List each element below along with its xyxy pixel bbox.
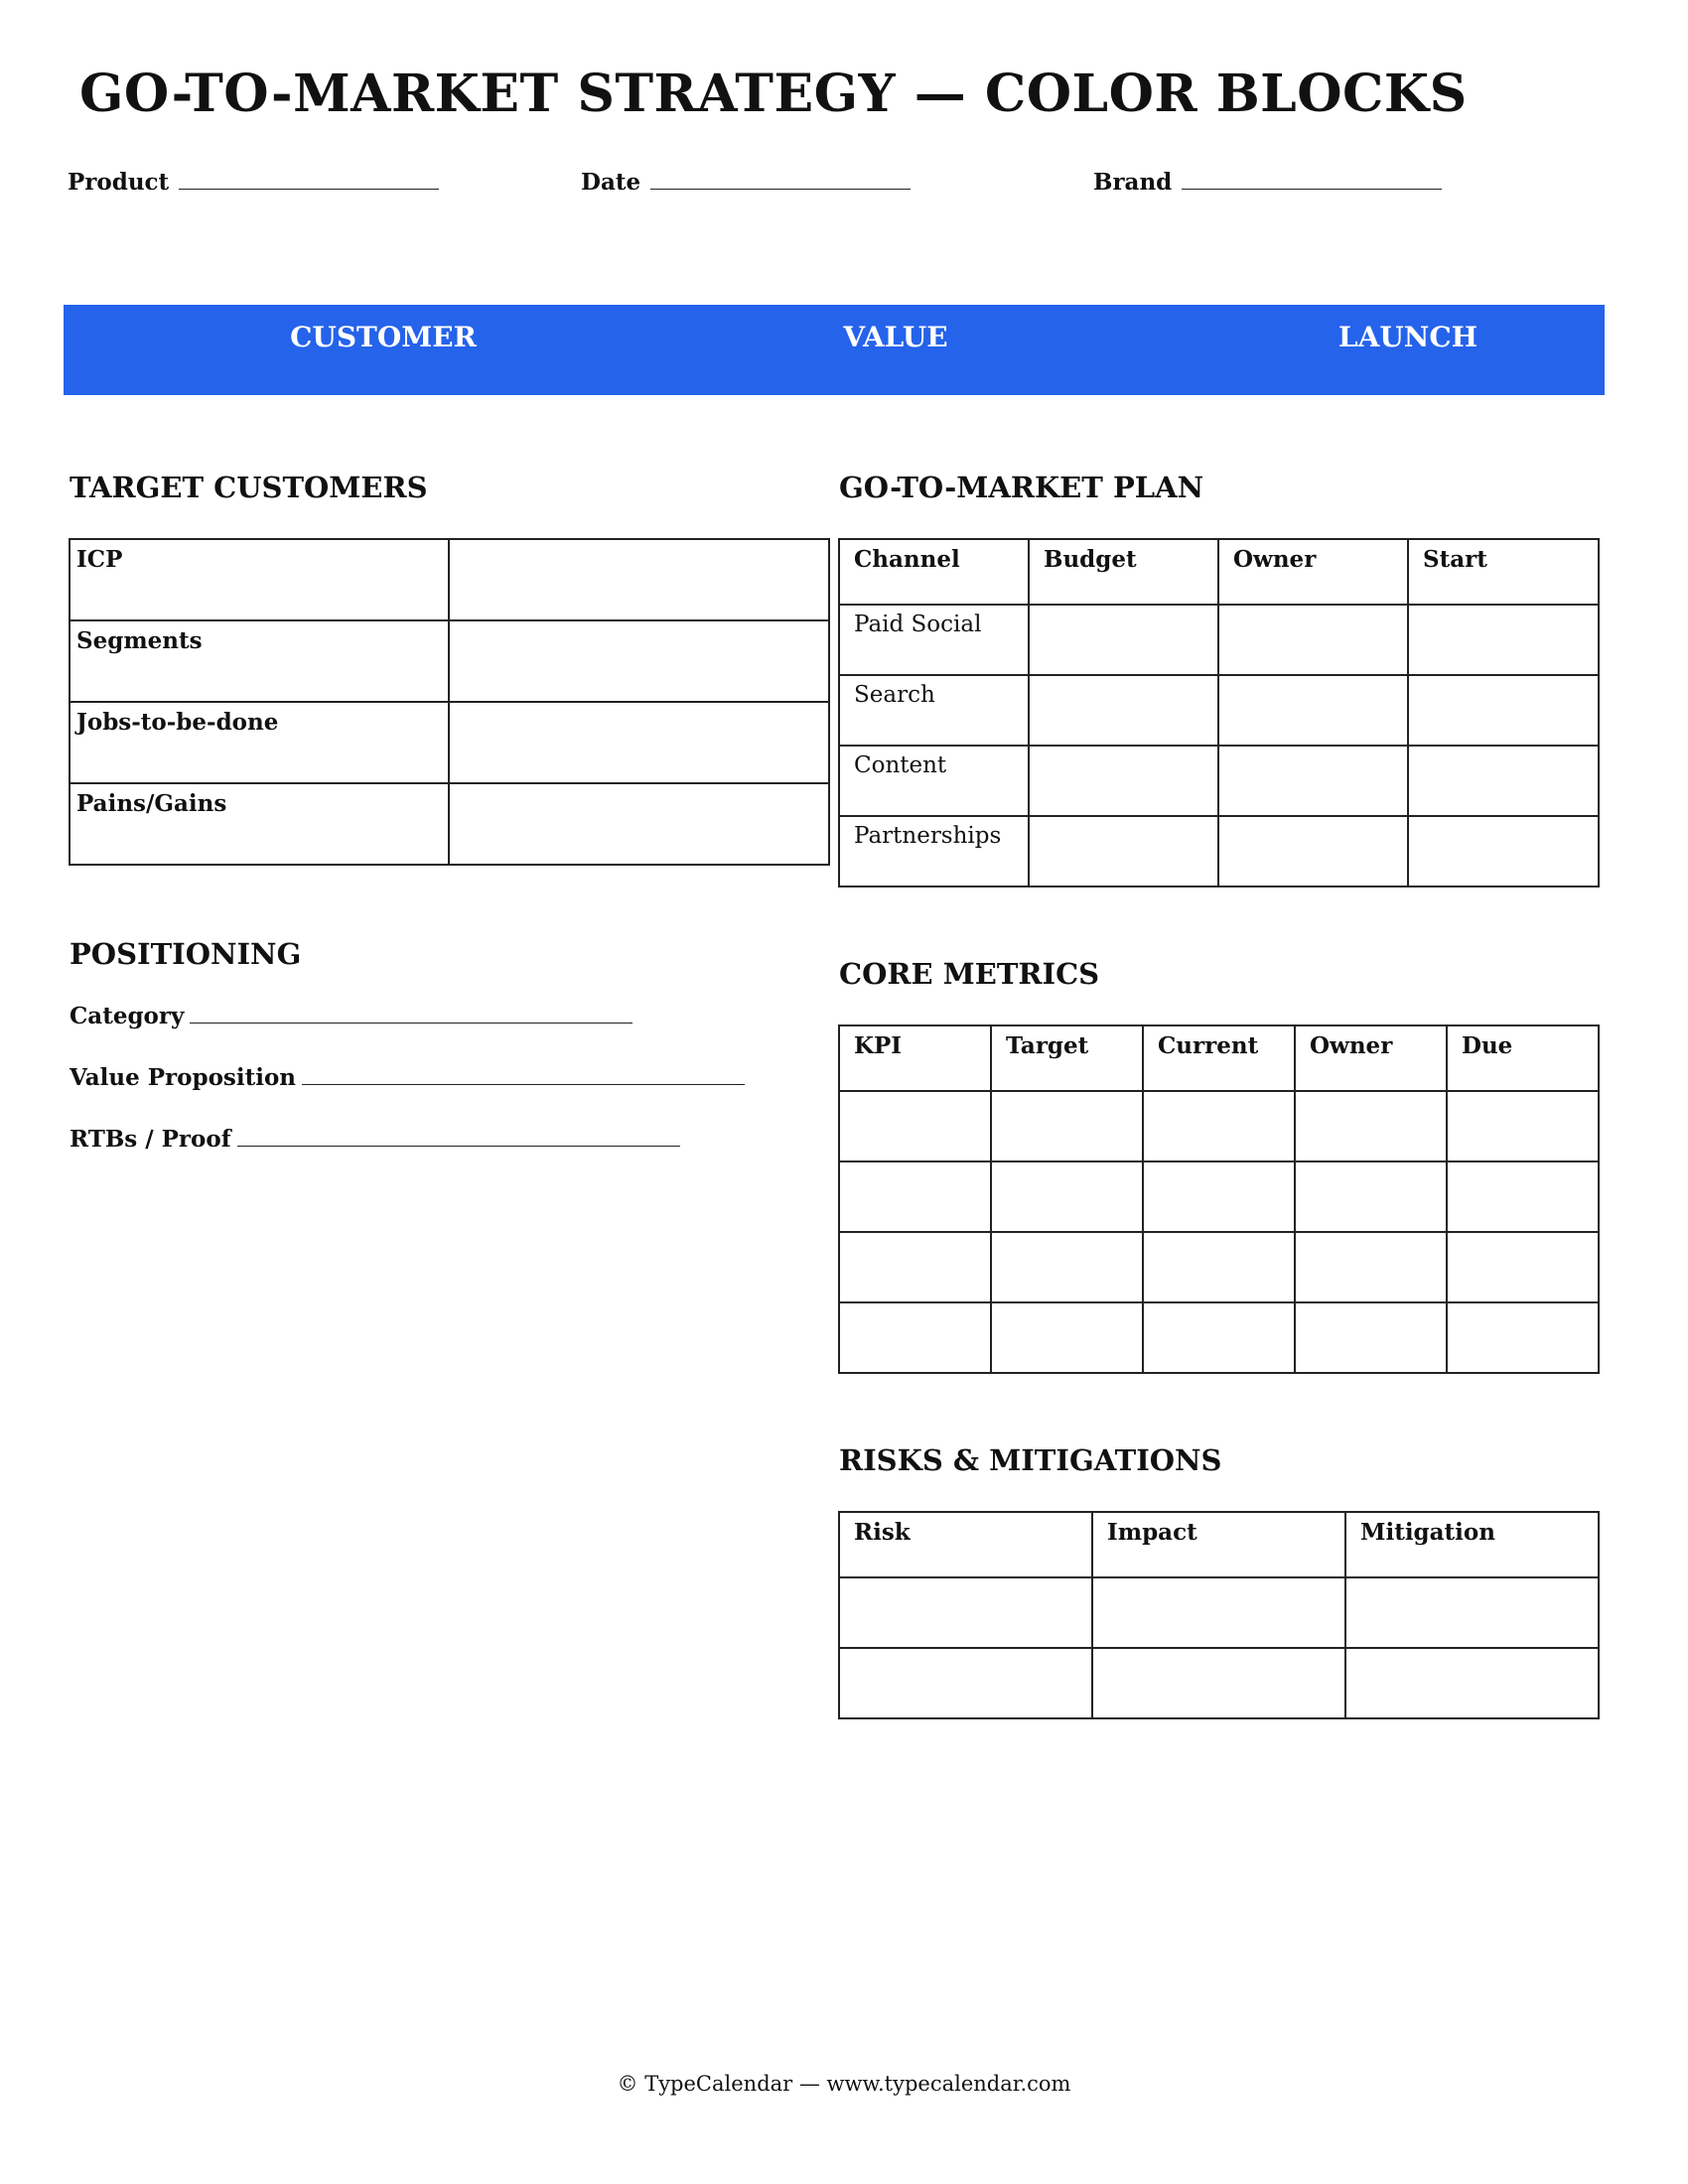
owner-cell[interactable] (1218, 816, 1408, 887)
positioning-title: POSITIONING (70, 937, 302, 971)
table-cell[interactable] (991, 1232, 1143, 1302)
table-row (839, 816, 1599, 887)
table-cell[interactable] (1092, 1648, 1345, 1718)
channel-cell: Content (839, 746, 1029, 816)
start-cell[interactable] (1408, 746, 1599, 816)
product-input-line[interactable] (179, 171, 439, 190)
gtm-plan-table (838, 538, 1600, 887)
column-header-current: Current (1143, 1025, 1295, 1091)
table-row (839, 1648, 1599, 1718)
table-cell[interactable] (1143, 1302, 1295, 1373)
budget-cell[interactable] (1029, 816, 1218, 887)
target-customers-table (69, 538, 830, 866)
column-header-channel: Channel (839, 539, 1029, 605)
rtbs-proof-label: RTBs / Proof (70, 1126, 231, 1153)
column-header-owner: Owner (1218, 539, 1408, 605)
brand-label: Brand (1093, 169, 1173, 196)
owner-cell[interactable] (1218, 746, 1408, 816)
column-header-start: Start (1408, 539, 1599, 605)
footer-credit: © TypeCalendar — www.typecalendar.com (617, 2072, 1071, 2096)
table-row (70, 783, 829, 865)
owner-cell[interactable] (1218, 675, 1408, 746)
table-row (70, 620, 829, 702)
meta-fields (0, 169, 1688, 208)
column-header-risk: Risk (839, 1512, 1092, 1577)
segments-label: Segments (70, 620, 449, 702)
start-cell[interactable] (1408, 816, 1599, 887)
icp-cell[interactable] (449, 539, 829, 620)
color-block-band (64, 305, 1605, 395)
table-cell[interactable] (1295, 1232, 1447, 1302)
table-header-row (839, 1025, 1599, 1091)
table-row (839, 1091, 1599, 1161)
budget-cell[interactable] (1029, 675, 1218, 746)
date-label: Date (581, 169, 641, 196)
date-field[interactable] (581, 169, 911, 196)
band-label-launch: LAUNCH (1337, 321, 1478, 353)
page-title: GO-TO-MARKET STRATEGY — COLOR BLOCKS (79, 64, 1468, 124)
table-header-row (839, 1512, 1599, 1577)
date-input-line[interactable] (650, 171, 911, 190)
risks-table (838, 1511, 1600, 1719)
table-row (70, 702, 829, 783)
channel-cell: Paid Social (839, 605, 1029, 675)
table-cell[interactable] (1447, 1161, 1599, 1232)
table-cell[interactable] (1295, 1091, 1447, 1161)
column-header-owner: Owner (1295, 1025, 1447, 1091)
table-cell[interactable] (1295, 1161, 1447, 1232)
table-cell[interactable] (1345, 1648, 1599, 1718)
table-cell[interactable] (991, 1091, 1143, 1161)
table-cell[interactable] (839, 1232, 991, 1302)
table-row (839, 1232, 1599, 1302)
category-field[interactable] (70, 1003, 633, 1029)
start-cell[interactable] (1408, 675, 1599, 746)
table-cell[interactable] (839, 1302, 991, 1373)
table-row (839, 675, 1599, 746)
core-metrics-title: CORE METRICS (839, 957, 1100, 991)
start-cell[interactable] (1408, 605, 1599, 675)
table-cell[interactable] (1295, 1302, 1447, 1373)
budget-cell[interactable] (1029, 746, 1218, 816)
table-cell[interactable] (839, 1577, 1092, 1648)
segments-cell[interactable] (449, 620, 829, 702)
table-cell[interactable] (1447, 1091, 1599, 1161)
target-customers-title: TARGET CUSTOMERS (70, 471, 428, 504)
column-header-kpi: KPI (839, 1025, 991, 1091)
table-row (839, 1577, 1599, 1648)
jobs-label: Jobs-to-be-done (70, 702, 449, 783)
column-header-budget: Budget (1029, 539, 1218, 605)
pains-gains-cell[interactable] (449, 783, 829, 865)
table-cell[interactable] (1447, 1232, 1599, 1302)
value-proposition-input-line[interactable] (302, 1066, 745, 1085)
column-header-due: Due (1447, 1025, 1599, 1091)
table-row (839, 1302, 1599, 1373)
table-cell[interactable] (839, 1091, 991, 1161)
table-cell[interactable] (1447, 1302, 1599, 1373)
budget-cell[interactable] (1029, 605, 1218, 675)
table-cell[interactable] (1143, 1091, 1295, 1161)
product-field[interactable] (68, 169, 439, 196)
table-cell[interactable] (1143, 1232, 1295, 1302)
brand-input-line[interactable] (1182, 171, 1442, 190)
jobs-cell[interactable] (449, 702, 829, 783)
column-header-impact: Impact (1092, 1512, 1345, 1577)
value-proposition-label: Value Proposition (70, 1064, 297, 1091)
table-cell[interactable] (839, 1648, 1092, 1718)
gtm-plan-title: GO-TO-MARKET PLAN (839, 471, 1204, 504)
channel-cell: Partnerships (839, 816, 1029, 887)
table-row (839, 605, 1599, 675)
category-label: Category (70, 1003, 185, 1029)
table-cell[interactable] (1143, 1161, 1295, 1232)
table-cell[interactable] (839, 1161, 991, 1232)
table-row (839, 1161, 1599, 1232)
table-header-row (839, 539, 1599, 605)
table-cell[interactable] (991, 1161, 1143, 1232)
category-input-line[interactable] (190, 1005, 633, 1024)
risks-title: RISKS & MITIGATIONS (839, 1443, 1222, 1477)
table-cell[interactable] (1092, 1577, 1345, 1648)
product-label: Product (68, 169, 170, 196)
channel-cell: Search (839, 675, 1029, 746)
value-proposition-field[interactable] (70, 1064, 745, 1091)
pains-gains-label: Pains/Gains (70, 783, 449, 865)
owner-cell[interactable] (1218, 605, 1408, 675)
brand-field[interactable] (1093, 169, 1442, 196)
rtbs-proof-field[interactable] (70, 1126, 680, 1153)
rtbs-proof-input-line[interactable] (237, 1128, 680, 1147)
table-row (839, 746, 1599, 816)
table-cell[interactable] (1345, 1577, 1599, 1648)
column-header-mitigation: Mitigation (1345, 1512, 1599, 1577)
core-metrics-table (838, 1024, 1600, 1374)
band-label-value: VALUE (843, 321, 948, 353)
icp-label: ICP (70, 539, 449, 620)
column-header-target: Target (991, 1025, 1143, 1091)
table-row (70, 539, 829, 620)
band-label-customer: CUSTOMER (290, 321, 477, 353)
table-cell[interactable] (991, 1302, 1143, 1373)
